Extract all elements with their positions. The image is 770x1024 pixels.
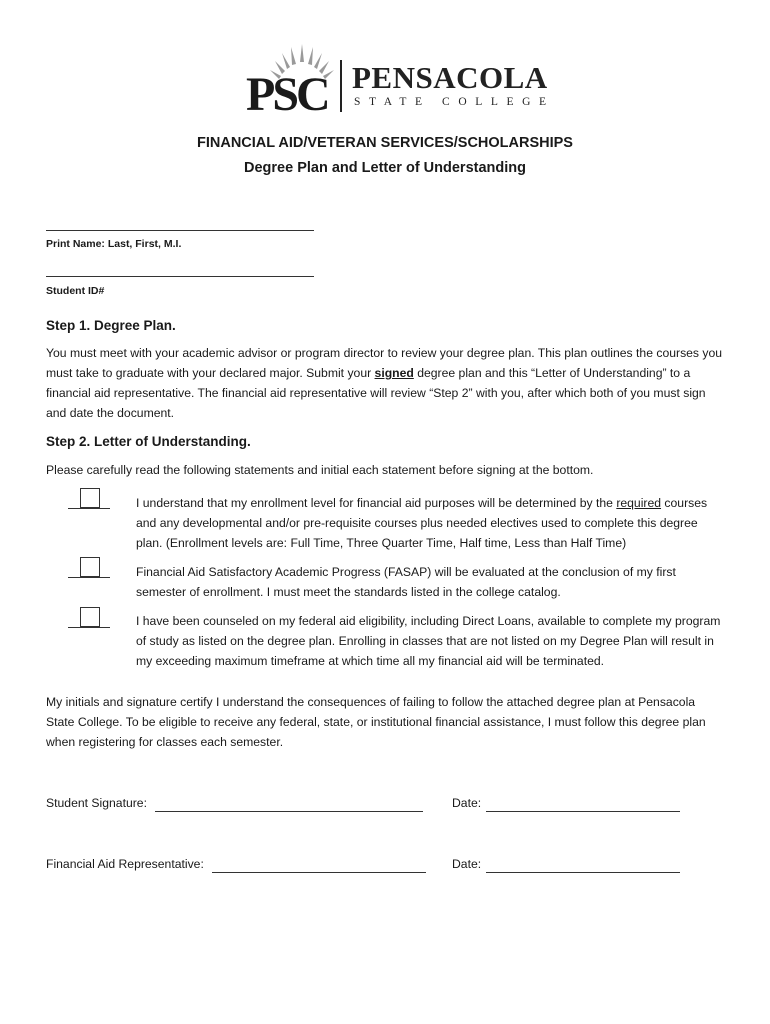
rep-signature-field[interactable] <box>212 872 426 873</box>
step1-heading: Step 1. Degree Plan. <box>46 318 176 333</box>
step2-intro: Please carefully read the following statements and initial each statement before signing at the bottom. <box>46 463 594 477</box>
step1-text: You must meet with your academic advisor or program director to review your degree plan. This plan outlines the courses you must take to graduate with your declared major. Submit your signed degree plan and this “Letter of Understanding” to a financial aid representative. The financial aid representative will review “Step 2” with you, after which both of you must sign and date the document. <box>46 346 723 420</box>
student-date-field[interactable] <box>486 811 680 812</box>
student-signature-field[interactable] <box>155 811 423 812</box>
logo-divider <box>340 60 342 112</box>
college-name: PENSACOLA <box>352 60 548 95</box>
certification-text: My initials and signature certify I understand the consequences of failing to follow the attached degree plan at Pensacola State College. To be eligible to receive any federal, state, or institutional financial assistance, I must follow this degree plan when registering for classes each semester. <box>46 695 706 749</box>
required-emphasis: required <box>616 496 662 510</box>
statement-1: I understand that my enrollment level for financial aid purposes will be determined by the required courses and any developmental and/or pre-requisite courses plus needed electives used to complete this degree plan. (Enrollment levels are: Full Time, Three Quarter Time, Half time, Less than Half Time) <box>136 496 708 550</box>
rep-date-label: Date: <box>452 857 482 871</box>
statement-3: I have been counseled on my federal aid eligibility, including Direct Loans, available to complete my program of study as listed on the degree plan. Enrolling in classes that are not listed on my Degree Plan will result in my exceeding maximum timeframe at which time all my financial aid will be terminated. <box>136 614 721 668</box>
initial-line-2 <box>68 577 110 578</box>
initial-checkbox-2[interactable] <box>80 557 100 577</box>
step2-heading: Step 2. Letter of Understanding. <box>46 434 251 449</box>
signed-emphasis: signed <box>374 366 414 380</box>
initial-checkbox-3[interactable] <box>80 607 100 627</box>
student-signature-label: Student Signature: <box>46 796 147 810</box>
print-name-field[interactable] <box>46 230 314 231</box>
initial-line-3 <box>68 627 110 628</box>
college-subtitle: STATE COLLEGE <box>354 96 555 108</box>
statement-2: Financial Aid Satisfactory Academic Progress (FASAP) will be evaluated at the conclusion of my first semester of enrollment. I must meet the standards listed in the college catalog. <box>136 565 676 599</box>
student-id-field[interactable] <box>46 276 314 277</box>
initial-checkbox-1[interactable] <box>80 488 100 508</box>
document-subtitle: Degree Plan and Letter of Understanding <box>244 160 526 176</box>
initial-line-1 <box>68 508 110 509</box>
rep-date-field[interactable] <box>486 872 680 873</box>
student-id-label: Student ID# <box>46 285 105 297</box>
print-name-label: Print Name: Last, First, M.I. <box>46 238 182 250</box>
psc-logo <box>244 40 340 116</box>
rep-signature-label: Financial Aid Representative: <box>46 857 204 871</box>
student-date-label: Date: <box>452 796 482 810</box>
logo-initials: PSC <box>246 68 328 116</box>
document-title: FINANCIAL AID/VETERAN SERVICES/SCHOLARSHIPS <box>197 135 573 151</box>
